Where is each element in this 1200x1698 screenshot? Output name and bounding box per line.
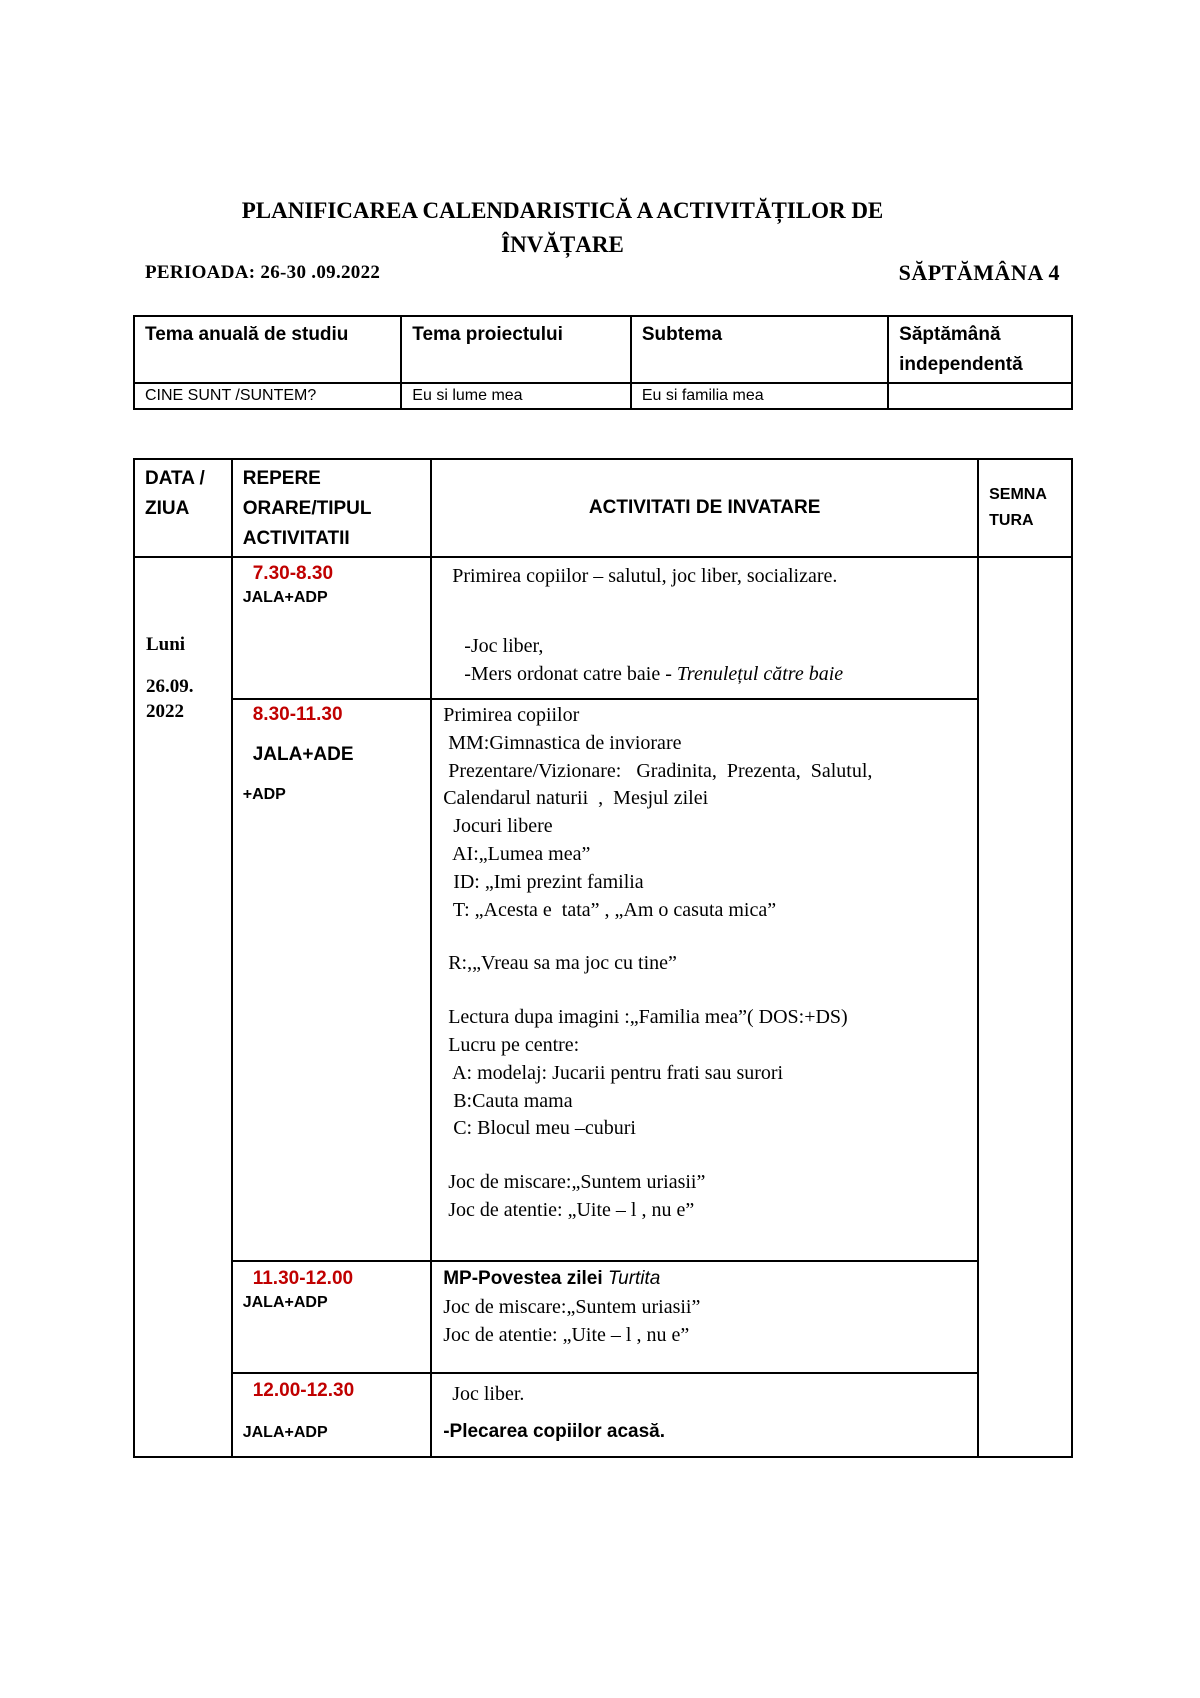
activity-line: Lectura dupa imagini :„Familia mea”( DOS:+DS) [443, 1006, 848, 1029]
activity-type-1: JALA+ADP [242, 589, 328, 606]
activity-line: -Joc liber, [464, 635, 544, 657]
period-label: PERIOADA: 26-30 .09.2022 [145, 262, 381, 283]
schedule-header-row [134, 459, 1072, 557]
activity-line: Primirea copiilor – salutul, joc liber, socializare. [452, 565, 838, 587]
activity-line [432, 1265, 977, 1293]
header-activities: ACTIVITATI DE INVATARE [431, 459, 978, 557]
page-title-line-1: PLANIFICAREA CALENDARISTICĂ A ACTIVITĂȚILOR DE [241, 198, 884, 223]
header-time: REPERE ORARE/TIPUL ACTIVITATII [232, 459, 431, 557]
activities-cell-3 [431, 1261, 978, 1373]
schedule-row-1 [134, 557, 1072, 699]
activity-line: Joc de miscare:„Suntem uriasii” [443, 1171, 706, 1194]
activity-line: Prezentare/Vizionare: Gradinita, Prezenta, Salutul, [443, 759, 873, 782]
activity-type-3: JALA+ADP [242, 1294, 328, 1311]
activity-line: R:,„Vreau sa ma joc cu tine” [443, 952, 677, 975]
activity-type-2: JALA+ADE [252, 744, 354, 765]
activity-line: -Plecarea copiilor acasă. [443, 1421, 665, 1442]
activity-line: Jocuri libere [443, 815, 553, 838]
activity-line: C: Blocul meu –cuburi [443, 1117, 636, 1140]
info-value-annual-theme: CINE SUNT /SUNTEM? [134, 383, 401, 409]
activity-text: -Mers ordonat catre baie - [464, 663, 677, 685]
time-cell-4 [232, 1373, 431, 1457]
day-name: Luni [146, 634, 186, 655]
info-value-independent-week [888, 383, 1072, 409]
activity-spacer [443, 924, 977, 950]
activity-line [432, 660, 977, 688]
info-value-project-theme: Eu si lume mea [401, 383, 631, 409]
info-table-header-row [134, 316, 1072, 383]
day-cell [134, 557, 232, 1457]
activity-line: Joc liber. [452, 1383, 525, 1405]
activity-line: MM:Gimnastica de inviorare [443, 731, 682, 754]
info-table [133, 315, 1073, 410]
info-header-project-theme: Tema proiectului [401, 316, 631, 383]
schedule-row-3 [134, 1261, 1072, 1373]
signature-cell [978, 557, 1072, 1457]
activity-line: T: „Acesta e tata” , „Am o casuta mica” [443, 898, 777, 921]
schedule-table [133, 458, 1073, 1458]
info-header-independent-week: Săptămână independentă [888, 316, 1072, 383]
time-range-3: 11.30-12.00 [252, 1268, 354, 1289]
schedule-row-4 [134, 1373, 1072, 1457]
header-signature: SEMNA TURA [978, 459, 1072, 557]
activity-line: B:Cauta mama [443, 1089, 573, 1112]
info-value-subtheme: Eu si familia mea [631, 383, 888, 409]
activity-spacer [443, 978, 977, 1004]
activity-line: Joc de atentie: „Uite – l , nu e” [443, 1324, 690, 1346]
activities-cell-1 [431, 557, 978, 699]
time-range-2: 8.30-11.30 [252, 704, 343, 725]
activity-line: A: modelaj: Jucarii pentru frati sau surori [443, 1061, 784, 1084]
activities-cell-4 [431, 1373, 978, 1457]
activity-text-italic: Trenulețul către baie [676, 663, 844, 685]
activity-spacer [443, 1143, 977, 1169]
activity-type-4: JALA+ADP [242, 1424, 328, 1441]
activity-line: ID: „Imi prezint familia [443, 870, 644, 893]
activity-line: Joc de miscare:„Suntem uriasii” [443, 1296, 701, 1318]
time-cell-1 [232, 557, 431, 699]
time-range-1: 7.30-8.30 [252, 563, 334, 584]
week-label: SĂPTĂMÂNA 4 [898, 260, 1060, 285]
activity-list [432, 700, 977, 1225]
info-header-annual-theme: Tema anuală de studiu [134, 316, 401, 383]
schedule-row-2 [134, 699, 1072, 1261]
time-cell-2 [232, 699, 431, 1261]
info-header-subtheme: Subtema [631, 316, 888, 383]
time-range-4: 12.00-12.30 [252, 1380, 355, 1401]
time-cell-3 [232, 1261, 431, 1373]
activity-line: Lucru pe centre: [443, 1033, 580, 1056]
activity-type-2b: +ADP [242, 786, 286, 803]
activity-line: Joc de atentie: „Uite – l , nu e” [443, 1198, 695, 1221]
activity-text-bold: MP-Povestea zilei [443, 1268, 608, 1289]
activity-text-italic: Turtita [607, 1268, 661, 1289]
info-table-value-row [134, 383, 1072, 409]
activity-line: Calendarul naturii , Mesjul zilei [443, 787, 709, 810]
activity-line: AI:„Lumea mea” [443, 842, 591, 865]
header-date: DATA / ZIUA [134, 459, 232, 557]
activity-line: Primirea copiilor [443, 704, 580, 726]
day-date-line-1: 26.09. [146, 676, 194, 697]
page-title-line-2: ÎNVĂȚARE [501, 232, 624, 257]
day-date-line-2: 2022 [146, 701, 184, 722]
activities-cell-2 [431, 699, 978, 1261]
